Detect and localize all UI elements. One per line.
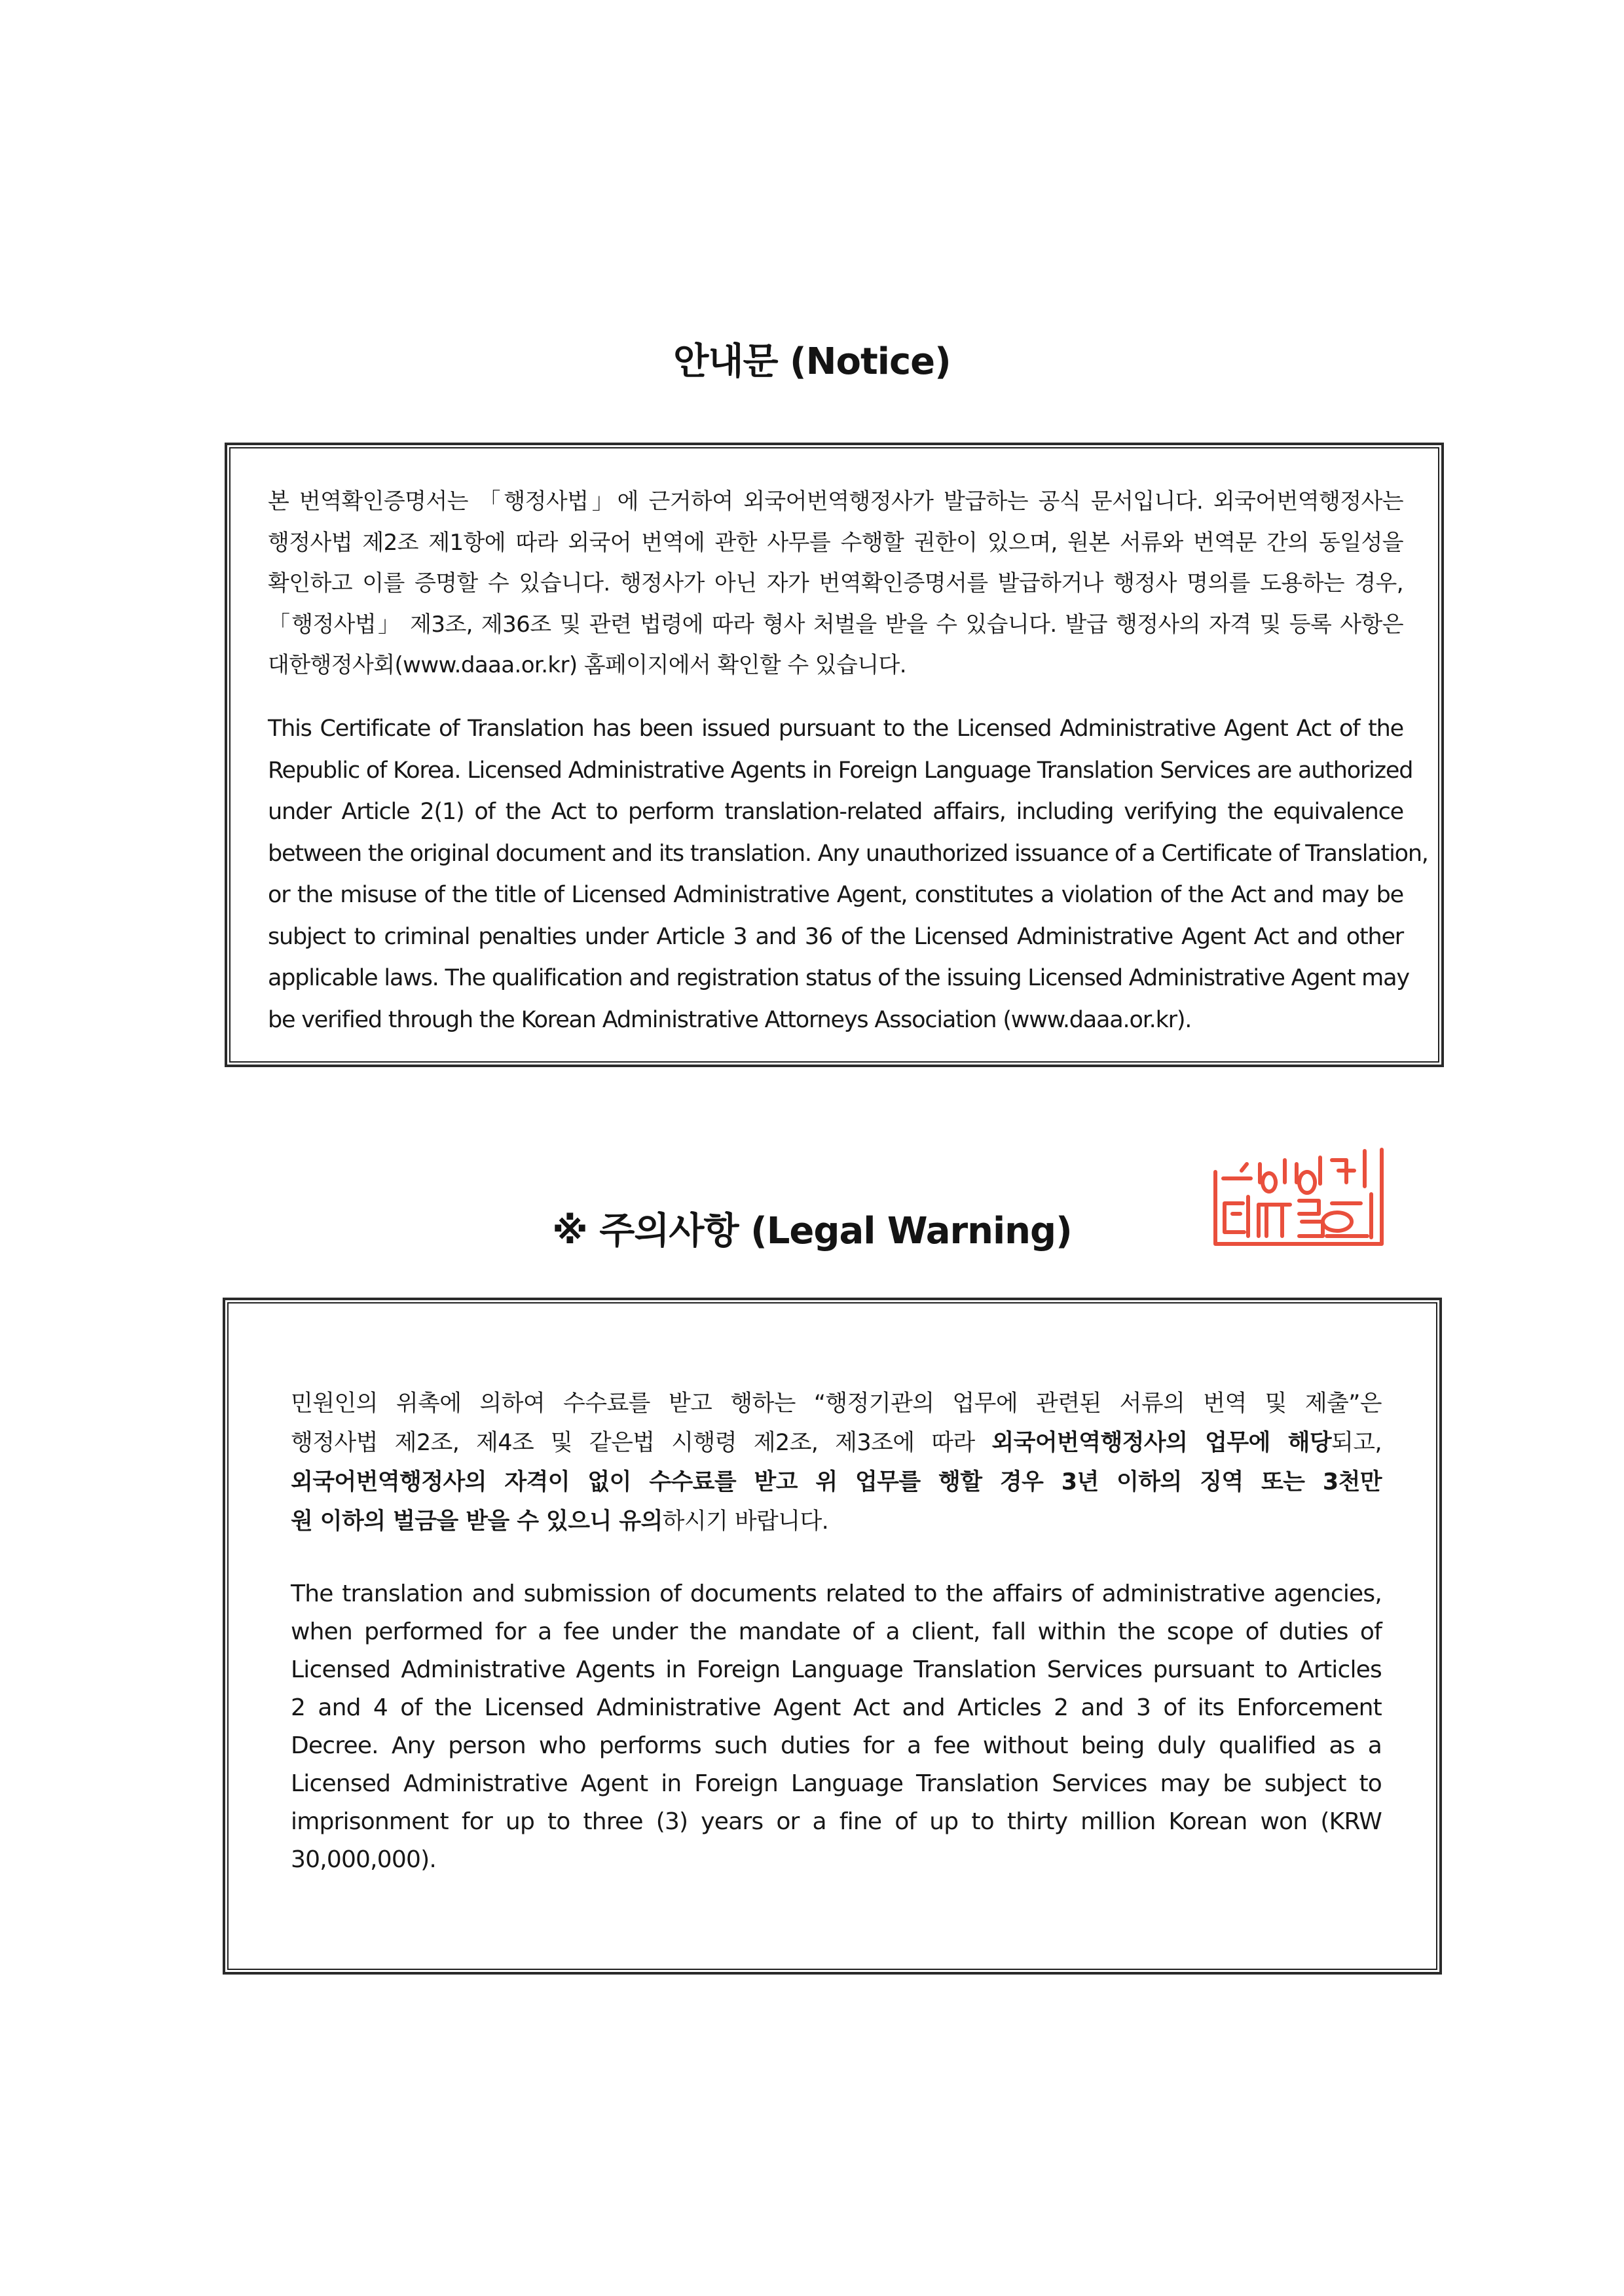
text-line: under Article 2(1) of the Act to perform translation-related affairs, including verifying the equivalence bbox=[268, 799, 1403, 825]
text-line: imprisonment for up to three (3) years or a fine of up to thirty million Korean won (KRW bbox=[291, 1808, 1382, 1835]
notice-box bbox=[225, 443, 1444, 1067]
text-line: Republic of Korea. Licensed Administrative Agents in Foreign Language Translation Services are authorized bbox=[268, 757, 1413, 784]
text-line: 확인하고 이를 증명할 수 있습니다. 행정사가 아닌 자가 번역확인증명서를 발급하거나 행정사 명의를 도용하는 경우, bbox=[268, 570, 1403, 596]
bold-text: 외국어번역행정사의 자격이 없이 수수료를 받고 위 업무를 행할 경우 3년 이하의 징역 또는 3천만 bbox=[291, 1469, 1382, 1495]
normal-text: 민원인의 위촉에 의하여 수수료를 받고 행하는 “행정기관의 업무에 관련된 서류의 번역 및 제출”은 bbox=[291, 1391, 1382, 1417]
text-line: Decree. Any person who performs such duties for a fee without being duly qualified as a bbox=[291, 1732, 1382, 1759]
warning-korean-paragraph bbox=[291, 1384, 1382, 1541]
official-seal-stamp-icon bbox=[1204, 1131, 1395, 1253]
legal-warning-heading: ※ 주의사항 (Legal Warning) bbox=[552, 1210, 1072, 1252]
bold-text: 원 이하의 벌금을 받을 수 있으니 유의 bbox=[291, 1508, 663, 1535]
text-line: 행정사법 제2조 제1항에 따라 외국어 번역에 관한 사무를 수행할 권한이 있으며, 원본 서류와 번역문 간의 동일성을 bbox=[268, 529, 1403, 556]
normal-text: 행정사법 제2조, 제4조 및 같은법 시행령 제2조, 제3조에 따라 bbox=[291, 1430, 992, 1456]
normal-text: 되고, bbox=[1331, 1430, 1382, 1456]
text-line: when performed for a fee under the mandate of a client, fall within the scope of duties of bbox=[291, 1618, 1382, 1645]
text-line bbox=[291, 1463, 1382, 1502]
normal-text: 하시기 바랍니다. bbox=[662, 1508, 829, 1535]
notice-heading: 안내문 (Notice) bbox=[673, 340, 951, 383]
text-line: The translation and submission of documents related to the affairs of administrative agencies, bbox=[291, 1580, 1382, 1607]
warning-english-paragraph bbox=[291, 1575, 1382, 1879]
text-line: 2 and 4 of the Licensed Administrative Agent Act and Articles 2 and 3 of its Enforcement bbox=[291, 1694, 1382, 1721]
text-line: be verified through the Korean Administrative Attorneys Association (www.daaa.or.kr). bbox=[268, 1006, 1192, 1033]
bold-text: 외국어번역행정사의 업무에 해당 bbox=[991, 1430, 1332, 1456]
text-line: 「행정사법」 제3조, 제36조 및 관련 법령에 따라 형사 처벌을 받을 수 있습니다. 발급 행정사의 자격 및 등록 사항은 bbox=[268, 611, 1403, 638]
text-line: 본 번역확인증명서는 「행정사법」에 근거하여 외국어번역행정사가 발급하는 공식 문서입니다. 외국어번역행정사는 bbox=[268, 488, 1403, 515]
text-line: or the misuse of the title of Licensed Administrative Agent, constitutes a violation of the Act and may be bbox=[268, 882, 1403, 908]
text-line: Licensed Administrative Agents in Foreign Language Translation Services pursuant to Articles bbox=[291, 1656, 1382, 1683]
text-line bbox=[291, 1502, 1382, 1541]
text-line: 대한행정사회(www.daaa.or.kr) 홈페이지에서 확인할 수 있습니다. bbox=[268, 652, 906, 678]
notice-english-paragraph bbox=[268, 708, 1428, 1041]
text-line: between the original document and its translation. Any unauthorized issuance of a Certificate of Translation, bbox=[268, 840, 1428, 867]
text-line bbox=[291, 1384, 1382, 1423]
text-line: This Certificate of Translation has been issued pursuant to the Licensed Administrative Agent Act of the bbox=[268, 716, 1403, 742]
text-line: applicable laws. The qualification and registration status of the issuing Licensed Administrative Agent may bbox=[268, 965, 1409, 991]
text-line: 30,000,000). bbox=[291, 1846, 437, 1873]
notice-korean-paragraph bbox=[268, 481, 1403, 686]
text-line: Licensed Administrative Agent in Foreign Language Translation Services may be subject to bbox=[291, 1770, 1382, 1797]
text-line bbox=[291, 1423, 1382, 1463]
text-line: subject to criminal penalties under Article 3 and 36 of the Licensed Administrative Agent Act and other bbox=[268, 923, 1403, 950]
legal-warning-box bbox=[223, 1298, 1442, 1975]
